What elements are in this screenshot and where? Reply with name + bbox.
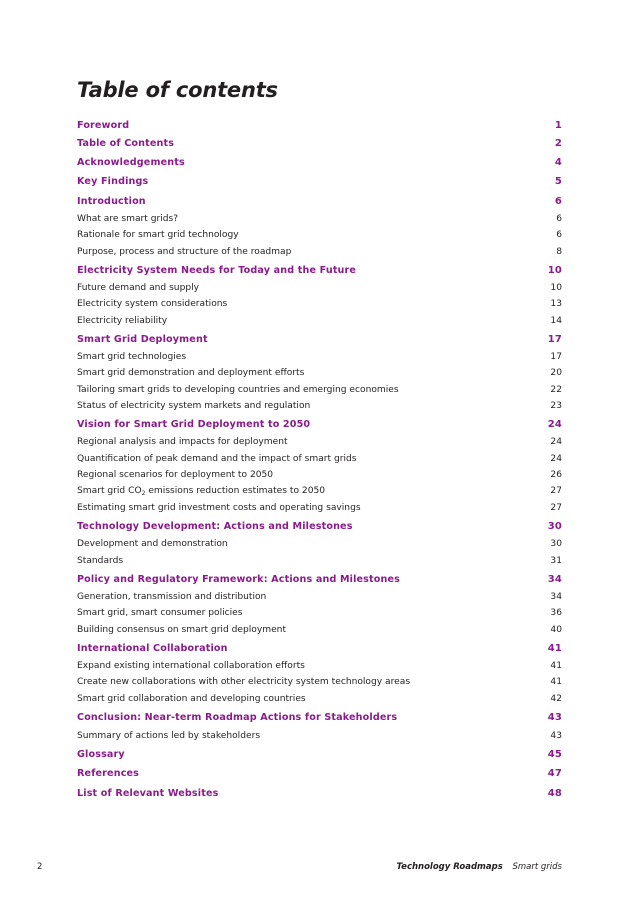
- toc-page-number: 6: [554, 195, 562, 207]
- toc-page-number: 6: [556, 229, 562, 240]
- toc-page-number: 42: [550, 694, 562, 705]
- toc-entry-label: [77, 694, 306, 704]
- toc-entry-row[interactable]: [77, 621, 562, 639]
- table-of-contents: [77, 117, 562, 803]
- toc-entry-label: [77, 283, 199, 293]
- toc-entry-label: [77, 230, 239, 240]
- toc-entry-label: [77, 677, 410, 687]
- toc-page-number: 45: [547, 748, 562, 760]
- toc-entry-label: [77, 334, 208, 345]
- toc-entry-label-text: Future demand and supply: [77, 282, 200, 293]
- toc-entry-label-text: Smart grid technologies: [77, 352, 187, 363]
- toc-entry-row[interactable]: [77, 589, 562, 605]
- toc-entry-label: [77, 486, 325, 497]
- toc-entry-label: [77, 768, 139, 779]
- toc-page-number: 17: [550, 352, 562, 363]
- toc-entry-label: [77, 521, 353, 532]
- toc-entry-label-text: Estimating smart grid investment costs and operating savings: [77, 502, 361, 513]
- toc-heading-row[interactable]: [77, 330, 562, 349]
- toc-page-number: 10: [550, 282, 562, 293]
- toc-page-number: 27: [550, 486, 562, 497]
- toc-entry-label-text: Standards: [77, 555, 124, 566]
- toc-entry-label-text: Rationale for smart grid technology: [77, 229, 239, 240]
- toc-entry-label: [77, 454, 357, 464]
- toc-entry-row[interactable]: [77, 483, 562, 499]
- toc-entry-label: [77, 731, 260, 741]
- toc-entry-label-text: Smart grid collaboration and developing countries: [77, 694, 306, 705]
- toc-entry-label-text: Regional analysis and impacts for deployment: [77, 437, 288, 448]
- toc-entry-label: [77, 661, 305, 671]
- toc-entry-label: [77, 470, 273, 480]
- toc-entry-label: [77, 247, 291, 257]
- toc-entry-label: [77, 608, 243, 618]
- toc-entry-label-text: Electricity reliability: [77, 315, 168, 326]
- toc-entry-label-text: Key Findings: [77, 176, 149, 188]
- footer-series: Technology Roadmaps: [396, 862, 503, 872]
- toc-entry-row[interactable]: [77, 365, 562, 381]
- toc-entry-label-text: Vision for Smart Grid Deployment to 2050: [77, 419, 311, 431]
- toc-entry-label: [77, 749, 125, 760]
- toc-page-number: 2: [554, 137, 562, 149]
- toc-entry-label: [77, 176, 148, 187]
- toc-page-number: 30: [547, 520, 562, 532]
- toc-entry-label: [77, 352, 186, 362]
- toc-entry-label: [77, 299, 227, 309]
- toc-entry-row[interactable]: [77, 381, 562, 397]
- toc-entry-row[interactable]: [77, 312, 562, 330]
- toc-entry-label-text: Smart Grid Deployment: [77, 333, 208, 345]
- toc-entry-label: [77, 574, 400, 585]
- toc-entry-row[interactable]: [77, 227, 562, 243]
- toc-heading-row[interactable]: [77, 639, 562, 658]
- toc-entry-row[interactable]: [77, 690, 562, 708]
- toc-entry-label-text: Smart grid, smart consumer policies: [77, 608, 243, 619]
- toc-entry-label-text: Electricity system considerations: [77, 299, 228, 310]
- toc-entry-label: [77, 437, 288, 447]
- toc-entry-label-text: Technology Development: Actions and Milestones: [77, 520, 353, 532]
- toc-entry-label-text: Create new collaborations with other electricity system technology areas: [77, 677, 411, 688]
- toc-entry-label-text: Summary of actions led by stakeholders: [77, 731, 261, 742]
- toc-entry-row[interactable]: [77, 349, 562, 365]
- toc-entry-label: [77, 419, 310, 430]
- footer-page-number: 2: [37, 862, 43, 872]
- toc-entry-row[interactable]: [77, 296, 562, 312]
- toc-entry-label-text: Introduction: [77, 195, 146, 207]
- toc-entry-label-text: Development and demonstration: [77, 539, 228, 550]
- toc-entry-row[interactable]: [77, 536, 562, 552]
- toc-page-number: 24: [547, 419, 562, 431]
- toc-page-number: 31: [550, 555, 562, 566]
- toc-entry-row[interactable]: [77, 451, 562, 467]
- toc-entry-row[interactable]: [77, 243, 562, 261]
- toc-page-number: 24: [550, 437, 562, 448]
- toc-entry-label-text: Electricity System Needs for Today and the Future: [77, 264, 357, 276]
- toc-entry-label: [77, 316, 167, 326]
- toc-page-number: 5: [554, 176, 562, 188]
- toc-entry-label-text: What are smart grids?: [77, 213, 179, 224]
- toc-page-number: 20: [550, 368, 562, 379]
- toc-entry-row[interactable]: [77, 211, 562, 227]
- toc-entry-row[interactable]: [77, 499, 562, 517]
- toc-entry-label: [77, 503, 361, 513]
- toc-entry-row[interactable]: [77, 467, 562, 483]
- footer-running-title: [396, 862, 562, 872]
- toc-entry-label: [77, 539, 228, 549]
- toc-page-number: 6: [556, 213, 562, 224]
- toc-heading-row[interactable]: [77, 191, 562, 210]
- toc-entry-label: [77, 368, 304, 378]
- toc-entry-label-text: Purpose, process and structure of the roadmap: [77, 246, 292, 257]
- toc-page-number: 8: [556, 246, 562, 257]
- toc-page-number: 41: [550, 677, 562, 688]
- toc-entry-label-text: Generation, transmission and distribution: [77, 592, 267, 603]
- toc-entry-label-text: Smart grid demonstration and deployment efforts: [77, 368, 305, 379]
- toc-entry-label-rest: emissions reduction estimates to 2050: [145, 485, 326, 496]
- toc-entry-label: [77, 214, 178, 224]
- toc-entry-label: [77, 401, 310, 411]
- toc-entry-label-text: Tailoring smart grids to developing countries and emerging economies: [77, 384, 399, 395]
- toc-heading-row[interactable]: [77, 783, 562, 802]
- toc-page-number: 4: [554, 156, 562, 168]
- toc-entry-label: [77, 157, 185, 168]
- toc-entry-row[interactable]: [77, 727, 562, 745]
- toc-entry-label: [77, 556, 123, 566]
- toc-page-number: 26: [550, 469, 562, 480]
- toc-entry-label: [77, 385, 399, 395]
- toc-page-number: 40: [550, 625, 562, 636]
- toc-heading-row[interactable]: [77, 415, 562, 434]
- toc-heading-row[interactable]: [77, 172, 562, 191]
- toc-entry-label-text: List of Relevant Websites: [77, 787, 219, 799]
- toc-page-number: 41: [550, 661, 562, 672]
- toc-entry-row[interactable]: [77, 552, 562, 570]
- toc-entry-label: [77, 138, 174, 149]
- toc-entry-label-text: Quantification of peak demand and the impact of smart grids: [77, 453, 357, 464]
- toc-page-number: 48: [547, 787, 562, 799]
- toc-heading-row[interactable]: [77, 117, 562, 134]
- toc-page-number: 43: [547, 712, 562, 724]
- toc-heading-row[interactable]: [77, 261, 562, 280]
- toc-page-number: 13: [550, 299, 562, 310]
- toc-entry-label-text: Policy and Regulatory Framework: Actions and Milestones: [77, 573, 401, 585]
- toc-page-number: 10: [547, 264, 562, 276]
- toc-entry-label: [77, 625, 286, 635]
- toc-heading-row[interactable]: [77, 745, 562, 764]
- toc-entry-label: [77, 643, 228, 654]
- toc-page-number: 17: [547, 333, 562, 345]
- toc-entry-row[interactable]: [77, 674, 562, 690]
- toc-entry-row[interactable]: [77, 434, 562, 450]
- toc-page-number: 14: [550, 315, 562, 326]
- toc-entry-label: [77, 196, 146, 207]
- toc-heading-row[interactable]: [77, 708, 562, 727]
- toc-entry-label-text: Table of Contents: [77, 137, 175, 149]
- toc-page-number: 27: [550, 502, 562, 513]
- toc-entry-label-text: Status of electricity system markets and regulation: [77, 401, 311, 412]
- toc-entry-label-text: Building consensus on smart grid deployment: [77, 625, 287, 636]
- toc-page-number: 47: [547, 768, 562, 780]
- toc-heading-row[interactable]: [77, 517, 562, 536]
- toc-heading-row[interactable]: [77, 134, 562, 153]
- toc-page-number: 41: [547, 642, 562, 654]
- toc-page-number: 43: [550, 731, 562, 742]
- toc-page-number: 1: [554, 119, 562, 131]
- toc-entry-label-text: Glossary: [77, 748, 125, 760]
- toc-entry-subscript: 2: [141, 489, 146, 497]
- toc-heading-row[interactable]: [77, 764, 562, 783]
- toc-entry-label-text: References: [77, 768, 140, 780]
- toc-heading-row[interactable]: [77, 570, 562, 589]
- toc-heading-row[interactable]: [77, 153, 562, 172]
- toc-entry-label: [77, 712, 397, 723]
- toc-entry-label-text: Smart grid CO: [77, 485, 142, 496]
- toc-entry-label: [77, 120, 129, 131]
- toc-entry-label: [77, 592, 266, 602]
- toc-page-number: 24: [550, 453, 562, 464]
- toc-entry-label-text: International Collaboration: [77, 642, 228, 654]
- toc-entry-label: [77, 788, 218, 799]
- toc-entry-label-text: Expand existing international collaboration efforts: [77, 661, 305, 672]
- toc-page-number: 30: [550, 539, 562, 550]
- toc-entry-label-text: Foreword: [77, 119, 130, 131]
- toc-page-number: 36: [550, 608, 562, 619]
- footer-topic: Smart grids: [512, 862, 562, 872]
- toc-entry-row[interactable]: [77, 398, 562, 416]
- toc-page-number: 34: [547, 573, 562, 585]
- toc-entry-row[interactable]: [77, 605, 562, 621]
- toc-entry-label-text: Regional scenarios for deployment to 2050: [77, 469, 274, 480]
- toc-page-number: 22: [550, 384, 562, 395]
- page-title: Table of contents: [77, 78, 278, 102]
- toc-entry-row[interactable]: [77, 658, 562, 674]
- toc-page-number: 23: [550, 401, 562, 412]
- toc-page-number: 34: [550, 592, 562, 603]
- toc-entry-label-text: Acknowledgements: [77, 156, 185, 168]
- toc-entry-row[interactable]: [77, 280, 562, 296]
- toc-entry-label-text: Conclusion: Near-term Roadmap Actions for Stakeholders: [77, 712, 398, 724]
- toc-entry-label: [77, 265, 356, 276]
